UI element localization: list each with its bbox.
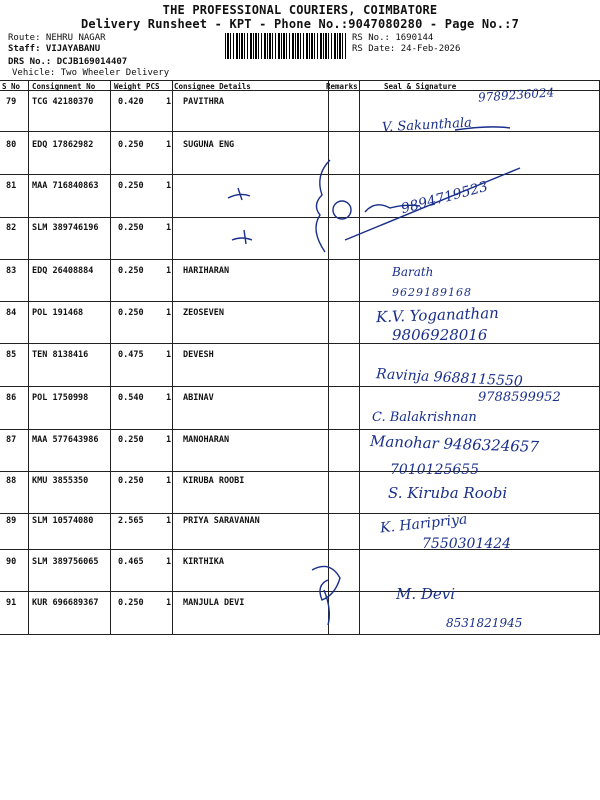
row-sno: 90: [6, 557, 17, 567]
row-sno: 87: [6, 435, 17, 445]
row-sno: 91: [6, 598, 17, 608]
row-consignment: POL 191468: [32, 308, 84, 318]
row-pcs: 1: [166, 598, 172, 608]
row-consignment: EDQ 17862982: [32, 140, 94, 150]
signature-stroke: [316, 160, 330, 252]
row-sno: 80: [6, 140, 17, 150]
col-weight: Weight: [114, 82, 142, 91]
company-title: THE PROFESSIONAL COURIERS, COIMBATORE: [162, 3, 438, 17]
handwritten-phone: Manohar 9486324657: [369, 432, 540, 456]
col-remarks: Remarks: [326, 82, 358, 91]
col-sno: S No: [2, 82, 21, 91]
handwritten-signature: S. Kiruba Roobi: [388, 484, 508, 502]
drs-number: DRS No.: DCJB169014407: [8, 57, 128, 67]
staff-label: Staff: VIJAYABANU: [8, 44, 101, 54]
vehicle-label: Vehicle: Two Wheeler Delivery: [12, 68, 170, 78]
row-pcs: 1: [166, 557, 172, 567]
row-pcs: 1: [166, 308, 172, 318]
signature-stroke: [365, 205, 420, 212]
row-sno: 88: [6, 476, 17, 486]
handwritten-signature: Barath: [392, 265, 434, 279]
rs-number: RS No.: 1690144: [352, 33, 434, 43]
row-consignment: EDQ 26408884: [32, 266, 94, 276]
col-consignment: Consignment No: [32, 82, 96, 91]
handwritten-phone: 8531821945: [446, 616, 523, 630]
handwritten-phone: 9789236024: [477, 85, 555, 105]
col-pcs: PCS: [146, 82, 160, 91]
row-pcs: 1: [166, 393, 172, 403]
row-consignee: SUGUNA ENG: [183, 140, 235, 150]
row-pcs: 1: [166, 97, 172, 107]
row-consignee: KIRTHIKA: [183, 557, 224, 567]
handwritten-signature: M. Devi: [396, 585, 456, 603]
handwritten-phone: 9788599952: [478, 390, 561, 405]
row-sno: 79: [6, 97, 17, 107]
row-pcs: 1: [166, 223, 172, 233]
row-sno: 83: [6, 266, 17, 276]
row-consignment: KMU 3855350: [32, 476, 89, 486]
row-weight: 2.565: [118, 516, 144, 526]
row-pcs: 1: [166, 476, 172, 486]
route-label: Route: NEHRU NAGAR: [8, 33, 106, 43]
row-sno: 86: [6, 393, 17, 403]
col-seal-signature: Seal & Signature: [384, 82, 457, 91]
row-weight: 0.250: [118, 223, 144, 233]
row-consignee: KIRUBA ROOBI: [183, 476, 245, 486]
row-consignee: PAVITHRA: [183, 97, 224, 107]
row-pcs: 1: [166, 140, 172, 150]
row-pcs: 1: [166, 516, 172, 526]
row-weight: 0.250: [118, 140, 144, 150]
row-weight: 0.475: [118, 350, 144, 360]
row-consignment: POL 1750998: [32, 393, 89, 403]
row-consignment: MAA 716840863: [32, 181, 99, 191]
row-consignee: ABINAV: [183, 393, 214, 403]
col-consignee: Consignee Details: [174, 82, 251, 91]
row-weight: 0.250: [118, 266, 144, 276]
signature-stroke: [455, 127, 510, 130]
signature-stroke: [228, 188, 250, 200]
row-consignee: PRIYA SARAVANAN: [183, 516, 260, 526]
row-consignee: MANJULA DEVI: [183, 598, 245, 608]
row-consignment: TCG 42180370: [32, 97, 94, 107]
row-consignment: SLM 10574080: [32, 516, 94, 526]
row-pcs: 1: [166, 435, 172, 445]
row-consignment: SLM 389756065: [32, 557, 99, 567]
row-weight: 0.250: [118, 435, 144, 445]
handwritten-phone: 7550301424: [422, 536, 512, 552]
handwritten-phone: 9894719523: [399, 178, 490, 218]
row-pcs: 1: [166, 266, 172, 276]
row-weight: 0.420: [118, 97, 144, 107]
row-consignee: MANOHARAN: [183, 435, 230, 445]
row-consignment: TEN 8138416: [32, 350, 89, 360]
row-consignment: MAA 577643986: [32, 435, 99, 445]
handwritten-phone: 9629189168: [392, 286, 472, 299]
row-sno: 81: [6, 181, 17, 191]
handwritten-phone: 7010125655: [390, 462, 480, 478]
handwritten-signature: C. Balakrishnan: [372, 410, 477, 425]
row-weight: 0.465: [118, 557, 144, 567]
row-sno: 84: [6, 308, 17, 318]
row-weight: 0.250: [118, 476, 144, 486]
rs-date: RS Date: 24-Feb-2026: [352, 44, 461, 54]
row-weight: 0.250: [118, 181, 144, 191]
row-consignment: KUR 696689367: [32, 598, 99, 608]
signature-stroke: [345, 168, 520, 240]
row-sno: 82: [6, 223, 17, 233]
row-weight: 0.250: [118, 308, 144, 318]
row-sno: 89: [6, 516, 17, 526]
row-consignee: ZEOSEVEN: [183, 308, 224, 318]
row-consignment: SLM 389746196: [32, 223, 99, 233]
signature-stroke: [232, 230, 252, 244]
signature-stroke: [333, 201, 351, 219]
runsheet-subtitle: Delivery Runsheet - KPT - Phone No.:9047080280 - Page No.:7: [80, 17, 520, 31]
handwritten-signature: K.V. Yoganathan: [375, 303, 500, 327]
handwritten-signature: V. Sakunthala: [381, 115, 473, 136]
row-weight: 0.540: [118, 393, 144, 403]
row-consignee: HARIHARAN: [183, 266, 230, 276]
handwritten-signature: Ravinja 9688115550: [375, 366, 524, 390]
row-weight: 0.250: [118, 598, 144, 608]
handwritten-phone: 9806928016: [392, 326, 488, 344]
handwritten-signature: K. Haripriya: [379, 511, 469, 537]
row-sno: 85: [6, 350, 17, 360]
row-pcs: 1: [166, 181, 172, 191]
row-consignee: DEVESH: [183, 350, 214, 360]
row-pcs: 1: [166, 350, 172, 360]
signature-stroke: [324, 590, 329, 625]
